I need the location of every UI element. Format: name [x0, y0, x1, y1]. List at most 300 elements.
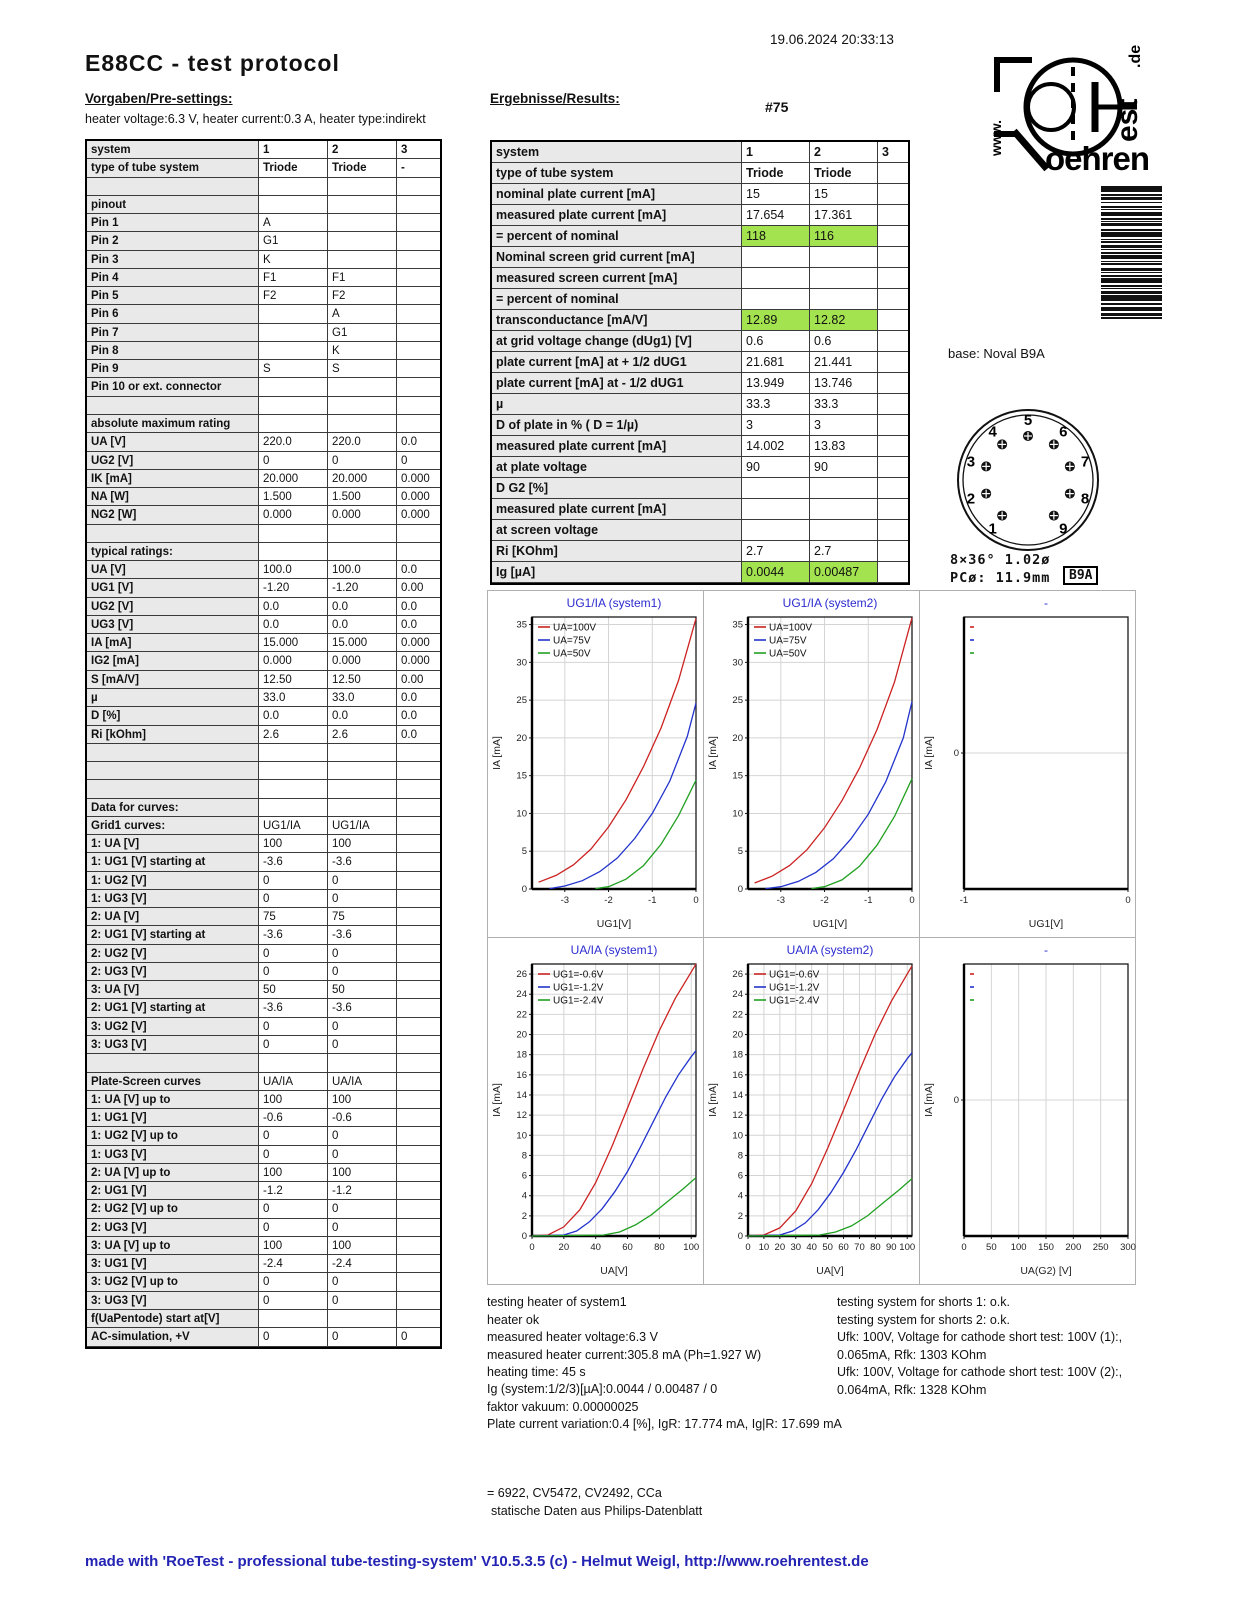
text-line: 0.064mA, Rfk: 1328 KOhm [837, 1382, 987, 1397]
row-label: Pin 9 [87, 360, 259, 377]
table-row [87, 452, 440, 470]
x-tick-label: 70 [854, 1242, 865, 1253]
socket-pin-number: 1 [988, 520, 997, 538]
row-value [397, 324, 436, 341]
y-tick-label: 30 [732, 657, 743, 669]
row-value [878, 310, 904, 330]
row-value: -2.4 [259, 1255, 328, 1272]
row-value [397, 397, 436, 414]
table-row [87, 1219, 440, 1237]
x-axis-label: UA[V] [816, 1265, 844, 1277]
row-label: 3: UA [V] up to [87, 1237, 259, 1254]
table-row [87, 652, 440, 670]
row-value: 100 [328, 1237, 397, 1254]
row-value [397, 1237, 436, 1254]
row-value: 13.746 [810, 373, 878, 393]
row-value [742, 499, 810, 519]
barcode-stripe [1101, 295, 1162, 301]
y-tick-label: 10 [516, 1130, 527, 1142]
row-label: 2: UG1 [V] starting at [87, 999, 259, 1016]
row-value [259, 378, 328, 395]
row-value: 0.000 [328, 652, 397, 669]
table-row [492, 499, 908, 520]
row-label: Ri [kOhm] [87, 726, 259, 743]
row-value: 12.82 [810, 310, 878, 330]
row-value: -3.6 [259, 853, 328, 870]
table-row [87, 890, 440, 908]
row-label: µ [492, 394, 742, 414]
row-value: 0.000 [397, 506, 436, 523]
row-value [397, 1164, 436, 1181]
table-row [87, 1310, 440, 1328]
row-value: 0.0 [328, 616, 397, 633]
row-value: 116 [810, 226, 878, 246]
text-line: Ufk: 100V, Voltage for cathode short test: 100V (1):, [837, 1330, 1123, 1344]
row-value [397, 799, 436, 816]
row-value: 17.654 [742, 205, 810, 225]
x-tick-label: 40 [806, 1242, 817, 1253]
row-value [878, 184, 904, 204]
row-value: S [259, 360, 328, 377]
table-row [87, 1182, 440, 1200]
data-source-note: statische Daten aus Philips-Datenblatt [491, 1504, 703, 1518]
barcode-stripe [1101, 218, 1162, 220]
barcode-stripe [1101, 245, 1162, 248]
row-label: measured plate current [mA] [492, 205, 742, 225]
table-row [87, 1164, 440, 1182]
x-tick-label: 80 [870, 1242, 881, 1253]
row-label: 3: UG2 [V] [87, 1018, 259, 1035]
row-value: 0 [259, 452, 328, 469]
y-tick-label: 0 [521, 884, 527, 895]
row-value [397, 908, 436, 925]
row-value [397, 817, 436, 834]
row-value: 0.000 [397, 470, 436, 487]
x-tick-label: 100 [899, 1242, 916, 1253]
row-label: 2: UG3 [V] [87, 963, 259, 980]
barcode-stripe [1101, 202, 1162, 203]
row-value: 1 [259, 141, 328, 158]
row-label: NG2 [W] [87, 506, 259, 523]
footer-credit: made with 'RoeTest - professional tube-testing-system' V10.5.3.5 (c) - Helmut Weigl, http://www.roehrentest.de [85, 1553, 869, 1570]
barcode-stripe [1101, 303, 1162, 305]
y-tick-label: 35 [732, 619, 743, 631]
row-value: 75 [259, 908, 328, 925]
row-value: -1.2 [259, 1182, 328, 1199]
row-value [328, 196, 397, 213]
socket-pin [1065, 489, 1089, 508]
table-row [87, 1200, 440, 1218]
row-value: 3 [878, 142, 904, 162]
y-tick-label: 12 [732, 1110, 743, 1122]
table-row [87, 415, 440, 433]
row-value [397, 1127, 436, 1144]
row-value: -3.6 [259, 926, 328, 943]
table-row [87, 269, 440, 287]
presettings-heading: Vorgaben/Pre-settings: [85, 91, 233, 106]
row-label: pinout [87, 196, 259, 213]
text-line: testing heater of system1 [487, 1295, 627, 1309]
row-value [878, 457, 904, 477]
row-value [397, 1219, 436, 1236]
y-tick-label: 18 [516, 1049, 527, 1061]
row-value: 2 [328, 141, 397, 158]
row-value [397, 1310, 436, 1327]
row-value [328, 1054, 397, 1071]
x-tick-label: 50 [822, 1242, 833, 1253]
row-label: typical ratings: [87, 543, 259, 560]
table-row [87, 908, 440, 926]
table-row [87, 817, 440, 835]
barcode-stripe [1101, 241, 1162, 243]
row-value [810, 289, 878, 309]
row-value: 0.0 [397, 598, 436, 615]
row-value [742, 520, 810, 540]
legend-label: UA=50V [769, 648, 807, 660]
row-value: 0 [328, 1018, 397, 1035]
barcode-stripe [1101, 291, 1162, 294]
row-value: 0.00 [397, 579, 436, 596]
row-label: 3: UA [V] [87, 981, 259, 998]
row-value: 33.0 [328, 689, 397, 706]
table-row [87, 999, 440, 1017]
row-label: Pin 3 [87, 251, 259, 268]
y-tick-label: 12 [516, 1110, 527, 1122]
row-value [259, 744, 328, 761]
row-value: 13.949 [742, 373, 810, 393]
table-row [87, 196, 440, 214]
barcode-stripe [1101, 272, 1162, 273]
y-tick-label: 24 [516, 989, 527, 1001]
table-row [492, 289, 908, 310]
table-row [87, 616, 440, 634]
row-value: 220.0 [328, 433, 397, 450]
x-tick-label: 20 [774, 1242, 786, 1253]
row-value: Triode [328, 159, 397, 176]
table-row [87, 287, 440, 305]
row-value [397, 981, 436, 998]
x-tick-label: -2 [604, 895, 613, 906]
socket-pin [989, 423, 1008, 449]
barcode-stripe [1101, 263, 1162, 265]
x-tick-label: 20 [558, 1242, 570, 1253]
text-line: measured heater current:305.8 mA (Ph=1.927 W) [487, 1347, 762, 1362]
row-value: A [328, 305, 397, 322]
row-value [742, 247, 810, 267]
table-row [492, 142, 908, 163]
row-value [328, 543, 397, 560]
socket-pin [1065, 453, 1089, 471]
y-tick-label: 16 [516, 1069, 527, 1081]
row-value [397, 835, 436, 852]
row-value: 0 [259, 1018, 328, 1035]
row-value [397, 1018, 436, 1035]
row-value: 0 [328, 1146, 397, 1163]
row-value [259, 178, 328, 195]
table-row [87, 1036, 440, 1054]
table-row [87, 525, 440, 543]
row-value: 100.0 [328, 561, 397, 578]
base-label: base: Noval B9A [948, 346, 1045, 361]
row-value: 33.3 [742, 394, 810, 414]
datetime: 19.06.2024 20:33:13 [770, 32, 894, 47]
table-row [87, 1273, 440, 1291]
y-tick-label: 35 [516, 619, 527, 631]
row-label [87, 762, 259, 779]
row-value [328, 762, 397, 779]
socket-pin-number: 6 [1059, 423, 1068, 441]
row-label: measured screen current [mA] [492, 268, 742, 288]
table-row [492, 394, 908, 415]
row-value [259, 780, 328, 797]
barcode-stripe [1101, 268, 1162, 271]
y-tick-label: 14 [516, 1089, 527, 1101]
table-row [87, 1091, 440, 1109]
barcode [1101, 186, 1162, 319]
table-row [87, 214, 440, 232]
row-value [878, 394, 904, 414]
row-label [87, 744, 259, 761]
y-axis-label: IA [mA] [923, 736, 935, 770]
row-value [397, 415, 436, 432]
row-value [397, 287, 436, 304]
y-tick-label: 22 [516, 1009, 527, 1021]
x-tick-label: 30 [790, 1242, 802, 1253]
row-value: K [259, 251, 328, 268]
x-tick-label: -3 [560, 895, 570, 906]
row-value: 0 [328, 1127, 397, 1144]
row-label: 3: UG3 [V] [87, 1292, 259, 1309]
row-value [328, 178, 397, 195]
row-value [878, 520, 904, 540]
table-row [492, 457, 908, 478]
table-row [87, 598, 440, 616]
legend-label: UG1=-2.4V [769, 995, 820, 1007]
row-value: 0.0044 [742, 562, 810, 582]
row-value [259, 415, 328, 432]
row-value [397, 196, 436, 213]
row-value [878, 373, 904, 393]
x-axis-label: UA(G2) [V] [1020, 1265, 1072, 1277]
socket-pin [1023, 412, 1033, 441]
row-value [397, 1182, 436, 1199]
y-tick-label: 16 [732, 1069, 743, 1081]
row-value [259, 1310, 328, 1327]
row-value [397, 945, 436, 962]
row-label: system [492, 142, 742, 162]
chart-empty-top [919, 590, 1136, 938]
row-value: 3 [397, 141, 436, 158]
y-tick-label: 5 [737, 846, 743, 858]
row-label: 1: UG3 [V] [87, 890, 259, 907]
presettings-line: heater voltage:6.3 V, heater current:0.3 A, heater type:indirekt [85, 112, 426, 126]
table-row [492, 331, 908, 352]
row-label: = percent of nominal [492, 226, 742, 246]
row-value: -0.6 [259, 1109, 328, 1126]
x-tick-label: 40 [590, 1242, 601, 1253]
barcode-stripe [1101, 261, 1162, 262]
row-label: transconductance [mA/V] [492, 310, 742, 330]
table-row [87, 634, 440, 652]
row-value [259, 196, 328, 213]
socket-pin-number: 9 [1059, 520, 1068, 538]
row-value: 0 [259, 1146, 328, 1163]
row-label: Pin 1 [87, 214, 259, 231]
table-row [87, 872, 440, 890]
table-row [87, 433, 440, 451]
barcode-stripe [1101, 285, 1162, 287]
row-value [397, 543, 436, 560]
table-row [87, 251, 440, 269]
table-row [492, 520, 908, 541]
row-value [878, 331, 904, 351]
table-row [492, 436, 908, 457]
row-value: 0 [328, 872, 397, 889]
row-value [328, 251, 397, 268]
row-value: F2 [328, 287, 397, 304]
row-value: F1 [259, 269, 328, 286]
table-row [87, 305, 440, 323]
table-row [87, 1109, 440, 1127]
row-value: 0 [397, 452, 436, 469]
x-tick-label: 0 [529, 1242, 535, 1253]
y-tick-label: 20 [732, 732, 743, 744]
row-label: Ri [KOhm] [492, 541, 742, 561]
row-value: -2.4 [328, 1255, 397, 1272]
row-value: 100 [259, 1237, 328, 1254]
row-value [810, 520, 878, 540]
table-row [87, 488, 440, 506]
text-line: heater ok [487, 1312, 540, 1327]
row-value: 1.500 [328, 488, 397, 505]
chart-title: - [1044, 943, 1048, 957]
legend-label: UG1=-0.6V [553, 969, 604, 981]
row-label [87, 397, 259, 414]
barcode-stripe [1101, 194, 1162, 196]
row-value [259, 397, 328, 414]
legend-label: UG1=-1.2V [769, 982, 820, 994]
table-row [87, 324, 440, 342]
y-tick-label: 0 [737, 1231, 743, 1242]
chart-title: - [1044, 596, 1048, 610]
row-value [397, 269, 436, 286]
row-value [259, 305, 328, 322]
y-axis-label: IA [mA] [491, 736, 503, 770]
table-row [87, 744, 440, 762]
row-value: 21.681 [742, 352, 810, 372]
socket-pin [1049, 423, 1068, 449]
table-row [87, 981, 440, 999]
socket-pin-number: 2 [966, 490, 976, 508]
row-label: Pin 10 or ext. connector [87, 378, 259, 395]
row-value: 33.3 [810, 394, 878, 414]
row-label [87, 780, 259, 797]
row-value [397, 1292, 436, 1309]
row-value: 2.7 [810, 541, 878, 561]
row-value: 17.361 [810, 205, 878, 225]
row-value: F2 [259, 287, 328, 304]
row-label: plate current [mA] at + 1/2 dUG1 [492, 352, 742, 372]
socket-pin [967, 453, 991, 471]
row-label: 2: UG1 [V] [87, 1182, 259, 1199]
row-value [328, 415, 397, 432]
y-tick-label: 26 [732, 969, 743, 981]
legend-label: UA=100V [769, 622, 813, 634]
row-value: 2 [810, 142, 878, 162]
y-tick-label: 30 [516, 657, 527, 669]
y-tick-label: 5 [521, 846, 527, 858]
row-label: D G2 [%] [492, 478, 742, 498]
row-label [87, 1054, 259, 1071]
row-value [397, 780, 436, 797]
row-value: K [328, 342, 397, 359]
table-row [492, 226, 908, 247]
y-tick-label: 0 [953, 748, 959, 759]
row-label: Data for curves: [87, 799, 259, 816]
row-value [397, 1109, 436, 1126]
row-value: -3.6 [328, 999, 397, 1016]
y-tick-label: 14 [732, 1089, 743, 1101]
y-tick-label: 24 [732, 989, 743, 1001]
table-row [87, 963, 440, 981]
row-label: Pin 2 [87, 232, 259, 249]
row-value: 0 [259, 872, 328, 889]
row-label: IA [mA] [87, 634, 259, 651]
row-value [878, 436, 904, 456]
x-tick-label: 60 [622, 1242, 633, 1253]
chart-title: UG1/IA (system2) [782, 596, 878, 610]
row-value [397, 890, 436, 907]
b9a-badge: B9A [1063, 566, 1098, 585]
row-value: 0.000 [397, 488, 436, 505]
series-UA=75V [766, 702, 913, 889]
row-value [397, 251, 436, 268]
chart-title: UA/IA (system1) [570, 943, 658, 957]
row-value [397, 999, 436, 1016]
x-tick-label: 250 [1092, 1242, 1109, 1253]
x-tick-label: 0 [909, 895, 915, 906]
row-label: type of tube system [492, 163, 742, 183]
row-value [878, 289, 904, 309]
row-label: Pin 5 [87, 287, 259, 304]
row-label: 2: UA [V] [87, 908, 259, 925]
socket-pin [1049, 511, 1068, 538]
row-label: AC-simulation, +V [87, 1328, 259, 1345]
charts-grid [487, 590, 1137, 1286]
y-axis-label: IA [mA] [923, 1083, 935, 1117]
chart-title: UG1/IA (system1) [566, 596, 662, 610]
y-tick-label: 4 [737, 1190, 743, 1202]
table-row [492, 478, 908, 499]
row-label: NA [W] [87, 488, 259, 505]
series-UG1=-2.4V [748, 1179, 912, 1236]
row-value: 0.0 [397, 707, 436, 724]
row-value: UA/IA [259, 1073, 328, 1090]
y-tick-label: 2 [521, 1210, 527, 1222]
y-tick-label: 8 [521, 1150, 527, 1162]
row-label: 1: UA [V] up to [87, 1091, 259, 1108]
row-value: 0 [259, 1273, 328, 1290]
row-value: 0 [259, 1219, 328, 1236]
chart-ua-ia-system1 [487, 937, 704, 1285]
row-value [878, 415, 904, 435]
y-tick-label: 6 [737, 1170, 743, 1182]
row-value [259, 1054, 328, 1071]
row-label: 3: UG2 [V] up to [87, 1273, 259, 1290]
barcode-stripe [1101, 212, 1162, 216]
row-label: 2: UG2 [V] [87, 945, 259, 962]
row-value: 0 [259, 1328, 328, 1345]
